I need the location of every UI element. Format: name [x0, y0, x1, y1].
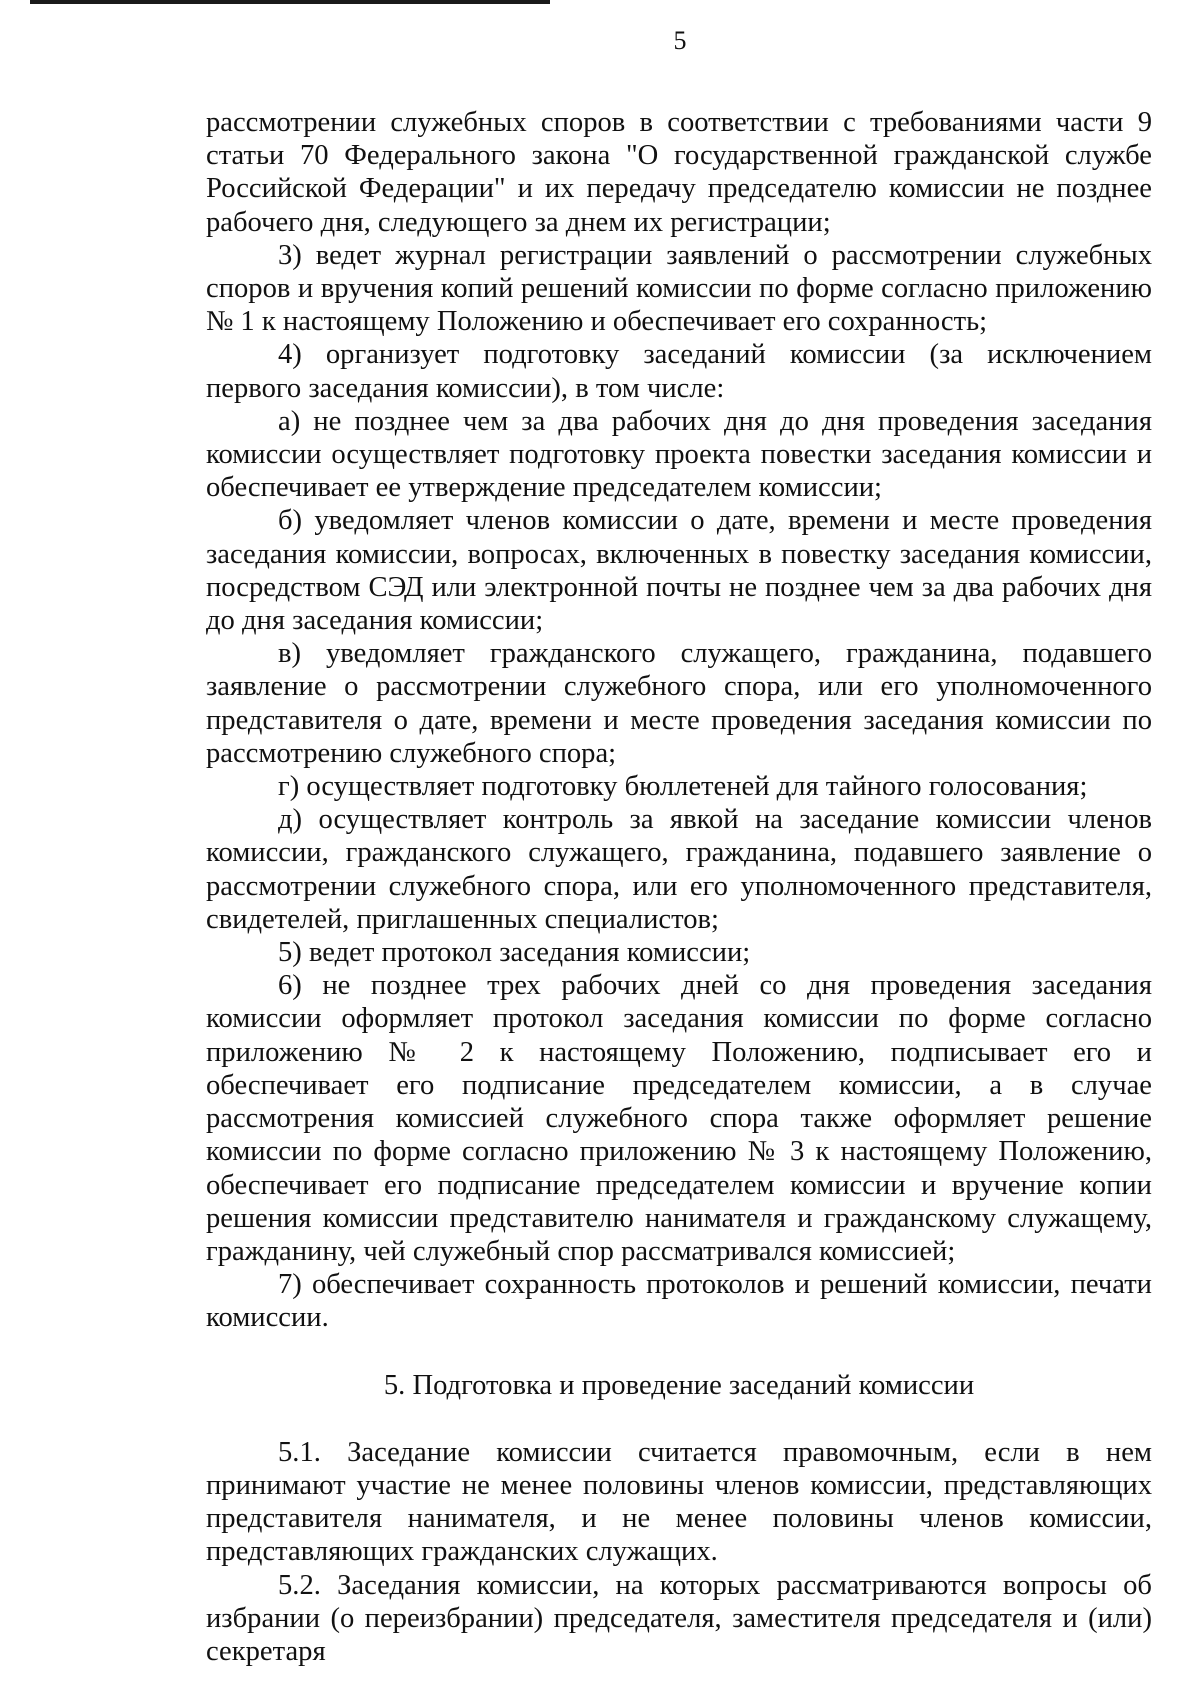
- paragraph-5-1: 5.1. Заседание комиссии считается правомочным, если в нем принимают участие не менее половины членов комиссии, представляющих представителя нанимателя, и не менее половины членов комиссии, представляющих гражданских служащих.: [206, 1436, 1152, 1568]
- paragraph-item-7: 7) обеспечивает сохранность протоколов и решений комиссии, печати комиссии.: [206, 1269, 1152, 1334]
- paragraph-continuation: рассмотрении служебных споров в соответствии с требованиями части 9 статьи 70 Федерального закона "О государственной гражданской службе Российской Федерации" и их передачу председателю комиссии не позднее рабочего дня, следующего за днем их регистрации;: [206, 107, 1152, 238]
- section-heading: 5. Подготовка и проведение заседаний комиссии: [383, 1369, 975, 1401]
- paragraph-item-4a: а) не позднее чем за два рабочих дня до дня проведения заседания комиссии осуществляет подготовку проекта повестки заседания комиссии и обеспечивает ее утверждение председателем комиссии;: [206, 405, 1152, 504]
- paragraph-item-4g: г) осуществляет подготовку бюллетеней для тайного голосования;: [278, 771, 1088, 803]
- paragraph-item-4d: д) осуществляет контроль за явкой на заседание комиссии членов комиссии, гражданского служащего, гражданина, подавшего заявление о рассмотрении служебного спора, или его уполномоченного представителя, свидетелей, приглашенных специалистов;: [206, 804, 1152, 935]
- paragraph-item-6: 6) не позднее трех рабочих дней со дня проведения заседания комиссии оформляет протокол заседания комиссии по форме согласно приложению № 2 к настоящему Положению, подписывает его и обеспечивает его подписание председателем комиссии, а в случае рассмотрения комиссией служебного спора также оформляет решение комиссии по форме согласно приложению № 3 к настоящему Положению, обеспечивает его подписание председателем комиссии и вручение копии решения комиссии представителю нанимателя и гражданскому служащему, гражданину, чей служебный спор рассматривался комиссией;: [206, 970, 1152, 1267]
- paragraph-item-4v: в) уведомляет гражданского служащего, гражданина, подавшего заявление о рассмотрении служебного спора, или его уполномоченного представителя о дате, времени и месте проведения заседания комиссии по рассмотрению служебного спора;: [206, 638, 1152, 769]
- paragraph-item-5: 5) ведет протокол заседания комиссии;: [278, 937, 751, 969]
- document-body: [206, 106, 1152, 1668]
- paragraph-item-4: 4) организует подготовку заседаний комиссии (за исключением первого заседания комиссии), в том числе:: [206, 339, 1152, 404]
- scan-edge-line: [30, 0, 550, 4]
- paragraph-item-4b: б) уведомляет членов комиссии о дате, времени и месте проведения заседания комиссии, вопросах, включенных в повестку заседания комиссии, посредством СЭД или электронной почты не позднее чем за два рабочих дня до дня заседания комиссии;: [206, 505, 1152, 637]
- paragraph-5-2: 5.2. Заседания комиссии, на которых рассматриваются вопросы об избрании (о переизбрании) председателя, заместителя председателя и (или) секретаря: [206, 1569, 1152, 1667]
- page-number: 5: [673, 26, 687, 55]
- paragraph-item-3: 3) ведет журнал регистрации заявлений о рассмотрении служебных споров и вручения копий решений комиссии по форме согласно приложению № 1 к настоящему Положению и обеспечивает его сохранность;: [206, 239, 1152, 338]
